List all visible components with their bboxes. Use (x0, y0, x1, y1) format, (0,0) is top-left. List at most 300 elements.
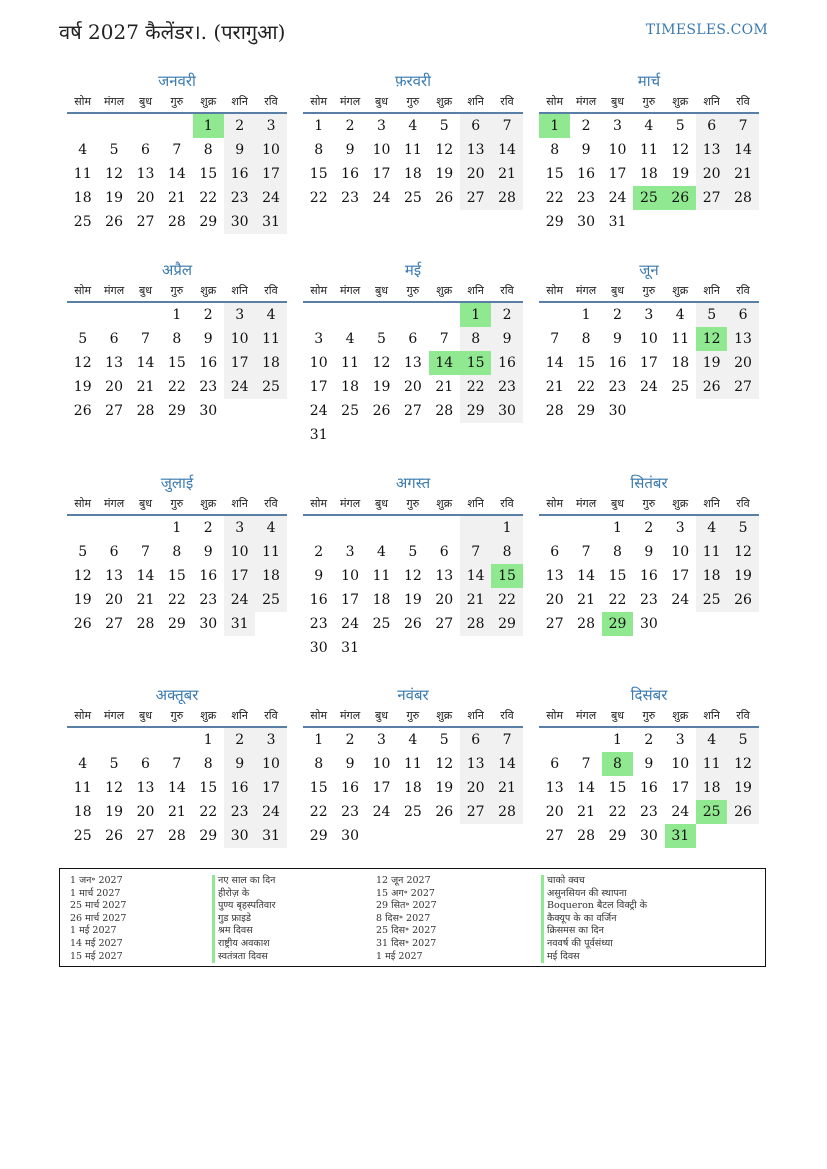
day-cell: 4 (377, 544, 386, 560)
weekday-label: शनि (231, 497, 248, 510)
day-grid (539, 303, 759, 423)
day-cell: 31 (255, 824, 286, 848)
day-cell: 20 (435, 592, 454, 608)
day-cell: 17 (671, 568, 690, 584)
day-grid (303, 114, 523, 210)
empty-cell (67, 728, 98, 752)
holiday-day-cell: 1 (460, 303, 491, 327)
weekday-label: शनि (467, 709, 484, 722)
day-cell: 19 (105, 804, 123, 820)
day-cell: 28 (136, 403, 155, 419)
day-cell: 24 (639, 379, 658, 395)
day-cell: 25 (671, 379, 690, 395)
day-cell: 11 (73, 166, 92, 182)
day-cell: 10 (341, 568, 359, 584)
day-cell: 21 (167, 804, 186, 820)
day-cell: 15 (309, 166, 328, 182)
day-cell: 19 (727, 564, 758, 588)
day-cell: 5 (727, 728, 758, 752)
day-cell: 25 (403, 804, 422, 820)
day-cell: 7 (491, 114, 522, 138)
holiday-name: राष्ट्रीय अवकाश (212, 938, 276, 951)
day-cell: 30 (224, 824, 255, 848)
holiday-day-cell: 1 (539, 114, 570, 138)
day-cell: 24 (372, 190, 391, 206)
day-cell: 8 (491, 540, 522, 564)
day-cell: 5 (78, 331, 88, 347)
weekday-label: शनि (703, 95, 720, 108)
site-link[interactable]: TIMESLES.COM (645, 22, 768, 38)
day-cell: 25 (73, 828, 92, 844)
day-cell: 26 (403, 616, 422, 632)
day-cell: 5 (727, 516, 758, 540)
day-cell: 25 (73, 214, 92, 230)
day-grid (67, 728, 287, 848)
empty-cell (397, 516, 428, 540)
empty-cell (130, 303, 161, 327)
day-cell: 10 (671, 756, 690, 772)
day-cell: 18 (341, 379, 359, 395)
weekday-label: गुरु (642, 497, 656, 510)
day-grid (539, 728, 759, 848)
day-cell: 26 (696, 375, 727, 399)
weekday-label: रवि (736, 709, 750, 722)
day-cell: 4 (644, 118, 654, 134)
day-cell: 21 (577, 804, 595, 820)
day-cell: 18 (372, 592, 391, 608)
day-cell: 14 (545, 355, 564, 371)
day-cell: 6 (408, 331, 418, 347)
day-cell: 19 (403, 592, 422, 608)
weekday-label: रवि (500, 709, 514, 722)
weekday-label: मंगल (103, 709, 125, 722)
holiday-date: 14 मई 2027 (70, 937, 123, 949)
empty-cell (334, 303, 365, 327)
weekday-label: मंगल (103, 284, 125, 297)
day-cell: 3 (613, 118, 622, 134)
month-name: मार्च (637, 72, 661, 90)
day-cell: 10 (372, 756, 391, 772)
day-cell: 17 (639, 355, 658, 371)
day-cell: 25 (403, 190, 422, 206)
month-block (67, 259, 287, 423)
day-cell: 9 (203, 331, 213, 347)
day-cell: 13 (435, 568, 454, 584)
day-cell: 31 (309, 427, 328, 443)
day-cell: 11 (639, 142, 658, 158)
day-cell: 27 (727, 375, 758, 399)
day-cell: 13 (545, 780, 564, 796)
month-name: अगस्त (395, 474, 431, 492)
day-cell: 25 (255, 375, 286, 399)
day-cell: 21 (545, 379, 564, 395)
weekday-label: मंगल (339, 284, 361, 297)
holiday-date: 25 मार्च 2027 (70, 900, 127, 912)
day-cell: 6 (460, 114, 491, 138)
empty-cell (429, 516, 460, 540)
day-cell: 3 (644, 307, 654, 323)
day-cell: 27 (136, 214, 155, 230)
day-cell: 12 (105, 780, 123, 796)
holiday-name: असुनसियन की स्थापना (541, 888, 647, 901)
month-block (303, 684, 523, 848)
day-cell: 9 (314, 568, 324, 584)
day-cell: 30 (309, 640, 328, 656)
holiday-date: 29 सित॰ 2027 (376, 900, 437, 912)
day-cell: 6 (550, 544, 560, 560)
weekday-label: सोम (546, 497, 564, 510)
day-cell: 23 (199, 379, 218, 395)
day-cell: 17 (372, 780, 391, 796)
day-cell: 28 (545, 403, 564, 419)
day-cell: 25 (372, 616, 391, 632)
weekday-label: मंगल (103, 95, 125, 108)
day-cell: 24 (372, 804, 391, 820)
day-cell: 16 (577, 166, 595, 182)
day-cell: 14 (460, 564, 491, 588)
day-cell: 23 (577, 190, 595, 206)
day-cell: 9 (491, 327, 522, 351)
day-cell: 9 (203, 544, 213, 560)
day-cell: 13 (403, 355, 422, 371)
day-cell: 31 (341, 640, 359, 656)
day-cell: 8 (460, 327, 491, 351)
day-cell: 21 (577, 592, 595, 608)
day-cell: 18 (73, 804, 92, 820)
weekday-label: शुक्र (436, 284, 453, 297)
day-cell: 17 (255, 162, 286, 186)
holiday-dates-left (70, 875, 126, 963)
day-cell: 28 (167, 828, 186, 844)
day-cell: 7 (172, 756, 182, 772)
day-cell: 21 (136, 379, 155, 395)
day-grid (67, 516, 287, 636)
day-cell: 14 (577, 568, 595, 584)
weekday-label: मंगल (575, 95, 597, 108)
month-name: अप्रैल (161, 261, 193, 279)
holiday-name: गुड फ्राइडे (212, 913, 276, 926)
weekday-header (303, 281, 523, 303)
day-cell: 12 (435, 756, 454, 772)
weekday-header (303, 494, 523, 516)
day-cell: 18 (403, 166, 422, 182)
weekday-label: गुरु (170, 709, 184, 722)
day-cell: 26 (435, 190, 454, 206)
day-cell: 10 (255, 138, 286, 162)
day-cell: 15 (608, 780, 627, 796)
day-cell: 1 (172, 307, 182, 323)
weekday-header (303, 92, 523, 114)
day-cell: 7 (581, 544, 591, 560)
day-cell: 16 (639, 568, 658, 584)
weekday-label: बुध (610, 497, 624, 510)
holiday-day-cell: 26 (665, 186, 696, 210)
day-cell: 4 (408, 732, 418, 748)
holiday-date: 1 मई 2027 (376, 950, 423, 962)
day-cell: 20 (727, 351, 758, 375)
day-cell: 12 (372, 355, 391, 371)
day-cell: 14 (491, 752, 522, 776)
day-cell: 16 (199, 355, 218, 371)
weekday-label: सोम (546, 284, 564, 297)
day-cell: 17 (224, 351, 255, 375)
day-cell: 1 (491, 516, 522, 540)
day-cell: 15 (608, 568, 627, 584)
weekday-label: सोम (74, 709, 92, 722)
day-cell: 15 (199, 166, 218, 182)
weekday-label: गुरु (642, 284, 656, 297)
empty-cell (334, 516, 365, 540)
day-cell: 5 (439, 118, 449, 134)
weekday-label: बुध (374, 709, 388, 722)
day-cell: 4 (78, 142, 88, 158)
day-cell: 11 (255, 540, 286, 564)
day-cell: 18 (73, 190, 92, 206)
holiday-names-right (541, 875, 647, 963)
day-cell: 27 (545, 828, 564, 844)
weekday-label: शनि (467, 95, 484, 108)
weekday-label: रवि (736, 497, 750, 510)
weekday-label: गुरु (406, 497, 420, 510)
day-cell: 7 (727, 114, 758, 138)
day-cell: 9 (224, 138, 255, 162)
day-cell: 2 (224, 114, 255, 138)
day-cell: 7 (491, 728, 522, 752)
weekday-label: गुरु (406, 95, 420, 108)
day-cell: 13 (136, 780, 155, 796)
day-cell: 10 (608, 142, 627, 158)
day-cell: 19 (73, 379, 92, 395)
weekday-label: सोम (546, 709, 564, 722)
weekday-header (67, 281, 287, 303)
holiday-list (59, 868, 766, 967)
day-cell: 2 (203, 520, 213, 536)
day-cell: 2 (613, 307, 622, 323)
empty-cell (67, 114, 98, 138)
day-cell: 10 (224, 540, 255, 564)
weekday-label: मंगल (339, 95, 361, 108)
day-cell: 27 (696, 186, 727, 210)
day-cell: 2 (644, 732, 654, 748)
holiday-date: 1 मई 2027 (70, 925, 117, 937)
day-cell: 14 (136, 355, 155, 371)
day-cell: 20 (136, 190, 155, 206)
day-cell: 30 (639, 616, 658, 632)
day-cell: 6 (109, 331, 119, 347)
day-cell: 18 (696, 564, 727, 588)
holiday-day-cell: 1 (193, 114, 224, 138)
day-cell: 11 (372, 568, 391, 584)
day-cell: 8 (581, 331, 591, 347)
day-cell: 27 (460, 800, 491, 824)
day-cell: 1 (314, 732, 324, 748)
day-cell: 29 (491, 612, 522, 636)
day-cell: 10 (372, 142, 391, 158)
weekday-label: रवि (264, 709, 278, 722)
day-cell: 28 (460, 612, 491, 636)
day-cell: 18 (255, 564, 286, 588)
month-name: दिसंबर (630, 686, 668, 704)
holiday-date: 15 अग॰ 2027 (376, 887, 435, 899)
day-cell: 1 (613, 520, 622, 536)
day-cell: 22 (608, 592, 627, 608)
day-cell: 12 (403, 568, 422, 584)
weekday-label: बुध (374, 95, 388, 108)
weekday-label: शुक्र (200, 95, 217, 108)
weekday-label: बुध (138, 284, 152, 297)
empty-cell (303, 303, 334, 327)
weekday-label: बुध (138, 709, 152, 722)
day-cell: 3 (224, 516, 255, 540)
day-cell: 19 (435, 166, 454, 182)
day-cell: 23 (341, 190, 359, 206)
empty-cell (303, 516, 334, 540)
day-cell: 5 (675, 118, 685, 134)
weekday-header (303, 706, 523, 728)
holiday-dates-right (376, 875, 437, 963)
day-cell: 27 (105, 403, 123, 419)
day-cell: 6 (141, 756, 150, 772)
day-cell: 23 (341, 804, 359, 820)
empty-cell (366, 303, 397, 327)
holiday-name: चाको क्वच (541, 875, 647, 888)
day-cell: 26 (73, 616, 92, 632)
day-cell: 11 (403, 142, 422, 158)
day-cell: 13 (105, 568, 123, 584)
day-cell: 31 (608, 214, 627, 230)
holiday-date: 15 मई 2027 (70, 950, 123, 962)
day-cell: 13 (727, 327, 758, 351)
day-cell: 15 (167, 355, 186, 371)
weekday-label: बुध (610, 284, 624, 297)
day-cell: 20 (460, 776, 491, 800)
weekday-header (67, 706, 287, 728)
page-title: वर्ष 2027 कैलेंडर।. (परागुआ) (59, 20, 286, 44)
weekday-label: शुक्र (672, 284, 689, 297)
day-cell: 26 (435, 804, 454, 820)
day-cell: 3 (675, 520, 685, 536)
day-cell: 30 (577, 214, 595, 230)
day-cell: 3 (675, 732, 685, 748)
day-cell: 26 (73, 403, 92, 419)
day-cell: 22 (199, 190, 218, 206)
day-cell: 30 (341, 828, 359, 844)
weekday-label: रवि (736, 284, 750, 297)
day-cell: 30 (639, 828, 658, 844)
holiday-date: 8 दिस॰ 2027 (376, 912, 431, 924)
empty-cell (67, 303, 98, 327)
day-grid (539, 516, 759, 636)
day-cell: 18 (255, 351, 286, 375)
month-block (539, 259, 759, 423)
weekday-label: मंगल (339, 709, 361, 722)
weekday-header (539, 494, 759, 516)
day-cell: 26 (727, 800, 758, 824)
weekday-label: बुध (374, 284, 388, 297)
day-cell: 7 (460, 540, 491, 564)
day-grid (303, 516, 523, 660)
day-cell: 5 (109, 142, 119, 158)
day-cell: 22 (309, 804, 328, 820)
day-cell: 2 (345, 118, 355, 134)
day-cell: 29 (460, 399, 491, 423)
day-cell: 24 (255, 800, 286, 824)
day-cell: 25 (696, 588, 727, 612)
day-cell: 10 (224, 327, 255, 351)
day-cell: 1 (581, 307, 591, 323)
day-cell: 13 (545, 568, 564, 584)
day-grid (67, 303, 287, 423)
day-cell: 19 (696, 351, 727, 375)
day-cell: 10 (255, 752, 286, 776)
day-cell: 20 (696, 162, 727, 186)
day-cell: 8 (314, 756, 324, 772)
day-cell: 2 (491, 303, 522, 327)
day-cell: 27 (105, 616, 123, 632)
day-cell: 4 (255, 516, 286, 540)
day-cell: 11 (73, 780, 92, 796)
day-cell: 22 (545, 190, 564, 206)
day-cell: 30 (224, 210, 255, 234)
day-cell: 2 (314, 544, 324, 560)
weekday-label: गुरु (170, 284, 184, 297)
day-cell: 28 (491, 800, 522, 824)
day-cell: 24 (255, 186, 286, 210)
day-cell: 22 (167, 379, 186, 395)
day-cell: 22 (577, 379, 595, 395)
day-cell: 5 (408, 544, 418, 560)
day-cell: 9 (644, 544, 654, 560)
month-block (539, 684, 759, 848)
day-cell: 29 (577, 403, 595, 419)
weekday-label: शनि (703, 709, 720, 722)
empty-cell (539, 516, 570, 540)
holiday-name: हीरोज़ के (212, 888, 276, 901)
weekday-label: शुक्र (436, 497, 453, 510)
day-cell: 8 (550, 142, 560, 158)
day-cell: 16 (224, 776, 255, 800)
day-cell: 28 (167, 214, 186, 230)
day-cell: 4 (408, 118, 418, 134)
holiday-day-cell: 15 (491, 564, 522, 588)
day-cell: 12 (105, 166, 123, 182)
day-cell: 4 (675, 307, 685, 323)
day-cell: 13 (460, 138, 491, 162)
day-cell: 7 (141, 544, 150, 560)
holiday-name: स्वतंत्रता दिवस (212, 951, 276, 964)
month-name: अक्तूबर (155, 686, 199, 704)
day-cell: 7 (172, 142, 182, 158)
month-block (303, 259, 523, 447)
weekday-label: शनि (467, 497, 484, 510)
day-cell: 6 (550, 756, 560, 772)
day-cell: 18 (671, 355, 690, 371)
weekday-label: मंगल (339, 497, 361, 510)
day-cell: 22 (167, 592, 186, 608)
holiday-name: क्रिसमस का दिन (541, 925, 647, 938)
weekday-label: शुक्र (200, 497, 217, 510)
day-cell: 19 (671, 166, 690, 182)
day-cell: 19 (435, 780, 454, 796)
empty-cell (161, 728, 192, 752)
day-cell: 31 (255, 210, 286, 234)
weekday-label: रवि (500, 284, 514, 297)
month-block (539, 70, 759, 234)
day-cell: 10 (309, 355, 328, 371)
day-cell: 16 (491, 351, 522, 375)
day-cell: 28 (491, 186, 522, 210)
weekday-label: रवि (264, 95, 278, 108)
